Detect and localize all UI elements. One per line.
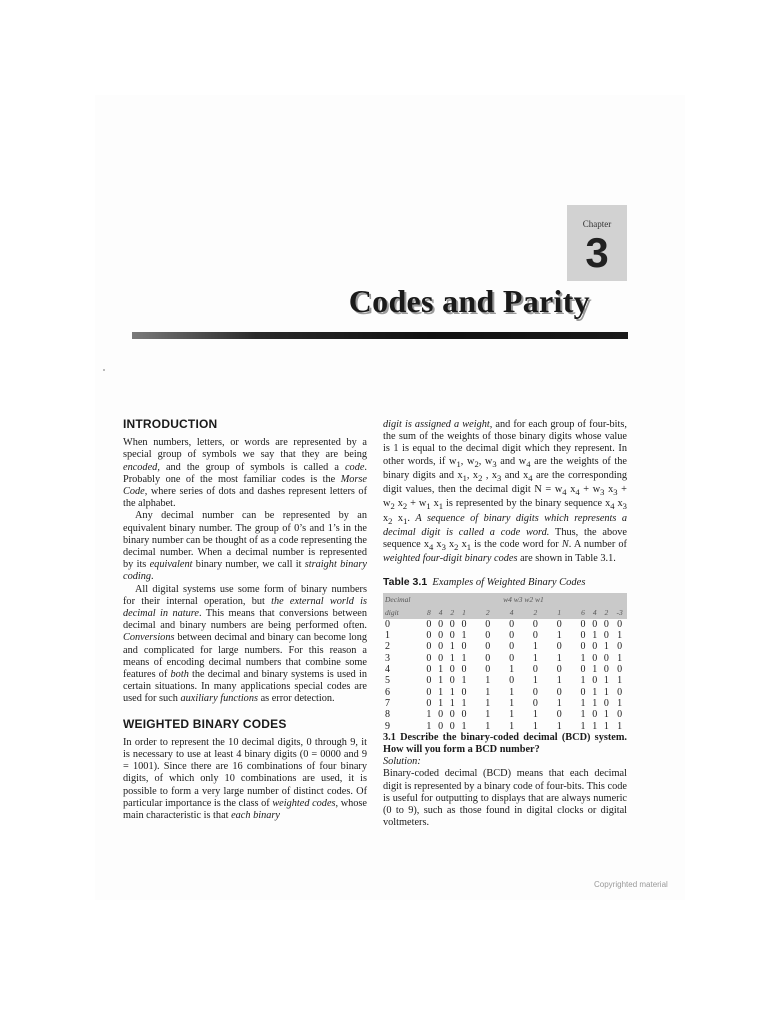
code-bit-cell: 0 (438, 630, 444, 642)
chapter-number: 3 (585, 229, 609, 276)
text: 1 (426, 501, 431, 512)
text: 3 (600, 487, 605, 498)
code-bit-cell: 0 (532, 697, 538, 709)
weight-cell: 2 (601, 606, 613, 619)
code-bit-cell: 0 (532, 686, 538, 698)
code-bit-cell: 0 (532, 664, 538, 676)
code-bit-cell: 0 (509, 652, 515, 664)
text: auxiliary functions (180, 693, 258, 705)
decimal-digit-cell: 7 (385, 697, 390, 709)
code-bit-cell: 1 (580, 697, 586, 709)
code-bit-cell: 1 (509, 664, 515, 676)
code-bit-cell: 0 (592, 618, 598, 630)
code-bit-cell: 1 (485, 697, 491, 709)
text: 4 (562, 487, 567, 498)
code-bit-cell: 0 (461, 664, 467, 676)
right-column (383, 419, 627, 829)
text: , w (478, 455, 493, 467)
weight-cell: 2 (476, 606, 500, 619)
text: , whose main characteristic is that (123, 797, 367, 822)
code-bit-cell: 1 (438, 664, 444, 676)
decimal-digit-cell: 9 (385, 720, 390, 732)
copyright-watermark: Copyrighted material (594, 880, 668, 889)
text: . (407, 512, 416, 524)
table-row (383, 630, 627, 641)
code-bit-cell: 1 (617, 697, 623, 709)
weight-cell: -3 (612, 606, 627, 619)
code-bit-cell: 0 (485, 641, 491, 653)
code-bit-cell: 1 (580, 675, 586, 687)
code-bit-cell: 1 (461, 675, 467, 687)
introduction-heading: INTRODUCTION (123, 417, 218, 431)
code-bit-cell: 0 (438, 709, 444, 721)
code-bit-cell: 0 (617, 686, 623, 698)
text: . (151, 571, 154, 583)
code-bit-cell: 0 (617, 641, 623, 653)
code-bit-cell: 0 (426, 618, 432, 630)
code-bit-cell: 0 (556, 686, 562, 698)
decimal-digit-cell: 1 (385, 630, 390, 642)
text: N (561, 539, 569, 551)
code-bit-cell: 0 (556, 709, 562, 721)
text: 3 (441, 542, 446, 553)
text: , x (466, 469, 479, 481)
weights-paragraph (383, 419, 627, 566)
text: 2 (454, 542, 459, 553)
code-bit-cell: 1 (532, 720, 538, 732)
code-bit-cell: 1 (461, 697, 467, 709)
text: x (445, 539, 455, 551)
code-bit-cell: 1 (509, 709, 515, 721)
code-bit-cell: 0 (426, 652, 432, 664)
code-bit-cell: 1 (592, 686, 598, 698)
code-bit-cell: 1 (592, 664, 598, 676)
code-bit-cell: 1 (592, 630, 598, 642)
code-bit-cell: 0 (509, 675, 515, 687)
code-bit-cell: 1 (461, 720, 467, 732)
text: 4 (528, 472, 533, 483)
code-bit-cell: 0 (580, 686, 586, 698)
code-bit-cell: 1 (556, 675, 562, 687)
chapter-badge (567, 205, 627, 281)
text: x (433, 539, 442, 551)
weight-cell: 2 (446, 606, 458, 619)
code-bit-cell: 1 (485, 720, 491, 732)
code-bit-cell: 1 (461, 652, 467, 664)
text: + w (383, 484, 627, 510)
text: + w (407, 498, 427, 510)
code-bit-cell: 1 (592, 697, 598, 709)
text: digit is assigned a weight (383, 419, 490, 430)
text: weighted codes (272, 797, 336, 809)
text: , w (460, 455, 475, 467)
code-bit-cell: 1 (449, 641, 455, 653)
code-bit-cell: 0 (603, 630, 609, 642)
code-bit-cell: 1 (603, 641, 609, 653)
code-bit-cell: 0 (532, 618, 538, 630)
code-bit-cell: 1 (532, 709, 538, 721)
header-weights: w4 w3 w2 w1 (476, 593, 571, 606)
code-bit-cell: 1 (617, 720, 623, 732)
code-bit-cell: 0 (592, 675, 598, 687)
code-bit-cell: 0 (449, 618, 455, 630)
code-bit-cell: 0 (556, 664, 562, 676)
code-bit-cell: 1 (603, 686, 609, 698)
left-column (123, 418, 367, 822)
text: as error detection. (258, 693, 335, 705)
code-bit-cell: 1 (617, 630, 623, 642)
code-bit-cell: 1 (532, 641, 538, 653)
code-bit-cell: 1 (485, 675, 491, 687)
text: x (392, 512, 404, 524)
text: Any decimal number can be represented by an equivalent binary number. The group of 0’s and 1’s in the binary number can be thought of as a code representing the decimal number. When a decimal number is represented by its (123, 510, 367, 571)
code-bit-cell: 0 (461, 618, 467, 630)
header-decimal: Decimal (383, 593, 423, 606)
code-bit-cell: 0 (461, 641, 467, 653)
text: x (566, 484, 576, 496)
code-bit-cell: 0 (449, 664, 455, 676)
code-bit-cell: 0 (617, 709, 623, 721)
code-bit-cell: 1 (592, 720, 598, 732)
intro-paragraph-2 (123, 510, 367, 583)
code-bit-cell: 0 (556, 618, 562, 630)
code-bit-cell: 0 (449, 675, 455, 687)
code-bit-cell: 0 (426, 641, 432, 653)
text: + w (579, 484, 601, 496)
text: , and for each group of four-bits, the sum of the weights of those binary digits whose value is 1 is equal to the decimal digit which they represent. In other words, if w (383, 419, 627, 467)
code-bit-cell: 0 (592, 652, 598, 664)
code-bit-cell: 0 (509, 618, 515, 630)
code-bit-cell: 0 (603, 652, 609, 664)
code-bit-cell: 1 (580, 652, 586, 664)
code-bit-cell: 1 (617, 652, 623, 664)
text: straight binary coding (123, 559, 367, 583)
table-row (383, 664, 627, 675)
header-digit: digit (383, 606, 423, 619)
text: code (344, 461, 365, 473)
text: , and the group of symbols is called a (157, 461, 345, 473)
text: x (383, 512, 389, 524)
code-bit-cell: 0 (438, 720, 444, 732)
code-bit-cell: 0 (603, 618, 609, 630)
code-bit-cell: 1 (449, 686, 455, 698)
text: the decimal and binary systems is used in certain situations. In many applications special codes are used for such (123, 669, 367, 705)
text: When numbers, letters, or words are represented by a special group of symbols we say that they are being (123, 437, 367, 461)
text: binary number, we call it (192, 559, 305, 571)
text: 3 (622, 501, 627, 512)
table-row (383, 641, 627, 652)
code-bit-cell: 0 (426, 675, 432, 687)
code-bit-cell: 0 (617, 618, 623, 630)
code-bit-cell: 1 (438, 697, 444, 709)
text: 4 (526, 458, 531, 469)
text: 2 (388, 515, 393, 526)
code-bit-cell: 0 (580, 630, 586, 642)
decimal-digit-cell: 6 (385, 686, 390, 698)
code-bit-cell: 1 (485, 686, 491, 698)
text: are the corresponding digit values, then the decimal digit N = w (383, 469, 627, 496)
text: Morse Code (123, 473, 367, 498)
table-row (383, 675, 627, 686)
code-bit-cell: 1 (485, 709, 491, 721)
code-bit-cell: 0 (485, 664, 491, 676)
weight-cell: 2 (523, 606, 547, 619)
weighted-codes-table (383, 593, 627, 732)
text: each binary (231, 810, 280, 822)
code-bit-cell: 0 (580, 641, 586, 653)
code-bit-cell: 0 (485, 618, 491, 630)
text: Thus, the above sequence x (383, 526, 628, 551)
code-bit-cell: 0 (426, 664, 432, 676)
weighted-codes-heading: WEIGHTED BINARY CODES (123, 716, 287, 731)
decimal-digit-cell: 2 (385, 641, 390, 653)
decimal-digit-cell: 4 (385, 664, 390, 676)
code-bit-cell: 0 (438, 618, 444, 630)
weight-cell: 1 (458, 606, 470, 619)
code-bit-cell: 0 (485, 630, 491, 642)
chapter-label: Chapter (582, 219, 612, 229)
table-row (383, 687, 627, 698)
text: 1 (438, 501, 444, 512)
solution-label: Solution: (383, 756, 421, 768)
table-title: Examples of Weighted Binary Codes (432, 576, 586, 588)
text: between decimal and binary can become long and complicated for large numbers. For this reason a means of encoding decimal numbers that combine some features of (123, 632, 367, 681)
table-row (383, 653, 627, 664)
code-bit-cell: 0 (592, 641, 598, 653)
question-3-1: 3.1 Describe the binary-coded decimal (BCD) system. How will you form a BCD number? (383, 731, 627, 755)
decimal-digit-cell: 0 (385, 618, 390, 630)
code-bit-cell: 1 (532, 675, 538, 687)
code-bit-cell: 0 (603, 697, 609, 709)
code-bit-cell: 1 (556, 652, 562, 664)
text: , where series of dots and dashes represent letters of the alphabet. (123, 486, 367, 510)
code-bit-cell: 1 (617, 675, 623, 687)
text: In order to represent the 10 decimal digits, 0 through 9, it is necessary to use at least 4 binary digits (0 = 0000 and 9 = 1001). Since there are 16 combinations of four binary digits, of which only 10 combinations are used, it is possible to form a very large number of distinct codes. Of particular importance is the class of (123, 736, 367, 809)
text: , x (482, 469, 498, 481)
code-bit-cell: 0 (592, 709, 598, 721)
text: are shown in Table 3.1. (517, 553, 616, 565)
intro-paragraph-1 (123, 437, 367, 510)
text: Conversions (123, 632, 175, 644)
text: are the weights of the binary digits and x (383, 455, 627, 481)
code-bit-cell: 0 (485, 652, 491, 664)
text: and x (501, 469, 529, 481)
text: 1 (403, 515, 408, 526)
text: 1 (466, 542, 472, 553)
title-rule (132, 332, 628, 339)
code-bit-cell: 1 (556, 630, 562, 642)
text: x (430, 498, 439, 510)
table-row (383, 619, 627, 630)
code-bit-cell: 0 (449, 709, 455, 721)
code-bit-cell: 0 (438, 652, 444, 664)
code-bit-cell: 0 (438, 641, 444, 653)
text: the external world is decimal in nature (123, 595, 367, 620)
text: 3 (613, 487, 618, 498)
code-bit-cell: 0 (426, 697, 432, 709)
text: and w (496, 455, 527, 467)
chapter-title: Codes and Parity (348, 283, 590, 319)
text: 4 (429, 542, 434, 553)
weight-cell: 4 (435, 606, 447, 619)
text: . A number of (568, 539, 627, 551)
decimal-digit-cell: 8 (385, 709, 390, 721)
code-bit-cell: 1 (449, 697, 455, 709)
text: 4 (575, 487, 580, 498)
text: x (394, 498, 403, 510)
text: A sequence of binary digits which represents a decimal digit is called a code word. (383, 512, 628, 538)
code-bit-cell: 1 (509, 686, 515, 698)
code-bit-cell: 0 (426, 630, 432, 642)
weight-cell: 6 (577, 606, 589, 619)
code-bit-cell: 0 (509, 630, 515, 642)
code-bit-cell: 0 (509, 641, 515, 653)
code-bit-cell: 0 (461, 709, 467, 721)
text: . This means that conversions between decimal and binary numbers are being performed often. (123, 608, 367, 632)
code-bit-cell: 1 (580, 709, 586, 721)
text: is the code word for (471, 539, 562, 551)
text: 2 (478, 472, 483, 483)
code-bit-cell: 1 (603, 709, 609, 721)
code-bit-cell: 1 (438, 675, 444, 687)
code-bit-cell: 1 (580, 720, 586, 732)
code-bit-cell: 0 (603, 664, 609, 676)
weight-cell: 4 (589, 606, 601, 619)
text: x (614, 498, 623, 510)
table-body (383, 619, 627, 732)
table-label: Table 3.1 (383, 575, 428, 588)
code-bit-cell: 0 (532, 630, 538, 642)
code-bit-cell: 1 (426, 709, 432, 721)
text: All digital systems use some form of binary numbers for their internal operation, but (123, 583, 367, 607)
code-bit-cell: 1 (603, 675, 609, 687)
code-bit-cell: 0 (617, 664, 623, 676)
code-bit-cell: 0 (449, 630, 455, 642)
code-bit-cell: 0 (556, 641, 562, 653)
text: 1 (456, 458, 461, 469)
weight-cell: 8 (423, 606, 435, 619)
text: . Probably one of the most familiar codes is the (123, 461, 367, 485)
weighted-paragraph (123, 737, 367, 822)
decimal-digit-cell: 3 (385, 652, 390, 664)
code-bit-cell: 0 (461, 686, 467, 698)
text: weighted four-digit binary codes (383, 553, 518, 565)
text: x (604, 484, 614, 496)
table-row (383, 709, 627, 720)
code-bit-cell: 0 (426, 686, 432, 698)
text: encoded (123, 461, 158, 473)
code-bit-cell: 1 (556, 697, 562, 709)
text: 3 (497, 472, 502, 483)
code-bit-cell: 1 (426, 720, 432, 732)
table-row (383, 698, 627, 709)
weight-cell: 1 (547, 606, 571, 619)
text: equivalent (149, 559, 193, 571)
code-bit-cell: 0 (580, 618, 586, 630)
code-bit-cell: 0 (449, 720, 455, 732)
code-bit-cell: 1 (438, 686, 444, 698)
text: 4 (610, 501, 615, 512)
table-caption (383, 576, 627, 589)
decimal-digit-cell: 5 (385, 675, 390, 687)
code-bit-cell: 1 (509, 697, 515, 709)
intro-paragraph-3 (123, 584, 367, 706)
table-row (383, 720, 627, 731)
code-bit-cell: 1 (449, 652, 455, 664)
code-bit-cell: 1 (603, 720, 609, 732)
code-bit-cell: 1 (532, 652, 538, 664)
text: 2 (390, 501, 395, 512)
code-bit-cell: 1 (556, 720, 562, 732)
text: 3 (492, 458, 497, 469)
text: 2 (402, 501, 408, 512)
solution-text: Binary-coded decimal (BCD) means that each decimal digit is represented by a binary code of four-bits. This code is useful for outputting to displays that are always numeric (0 to 9), such as those found in digital clocks or digital voltmeters. (383, 768, 627, 829)
code-bit-cell: 1 (509, 720, 515, 732)
code-bit-cell: 0 (580, 664, 586, 676)
code-bit-cell: 1 (461, 630, 467, 642)
weight-cell: 4 (500, 606, 524, 619)
scan-speck (103, 369, 105, 371)
text: both (170, 669, 189, 681)
text: 2 (474, 458, 479, 469)
text: x (458, 539, 467, 551)
text: 1 (462, 472, 467, 483)
text: is represented by the binary sequence x (443, 498, 611, 510)
